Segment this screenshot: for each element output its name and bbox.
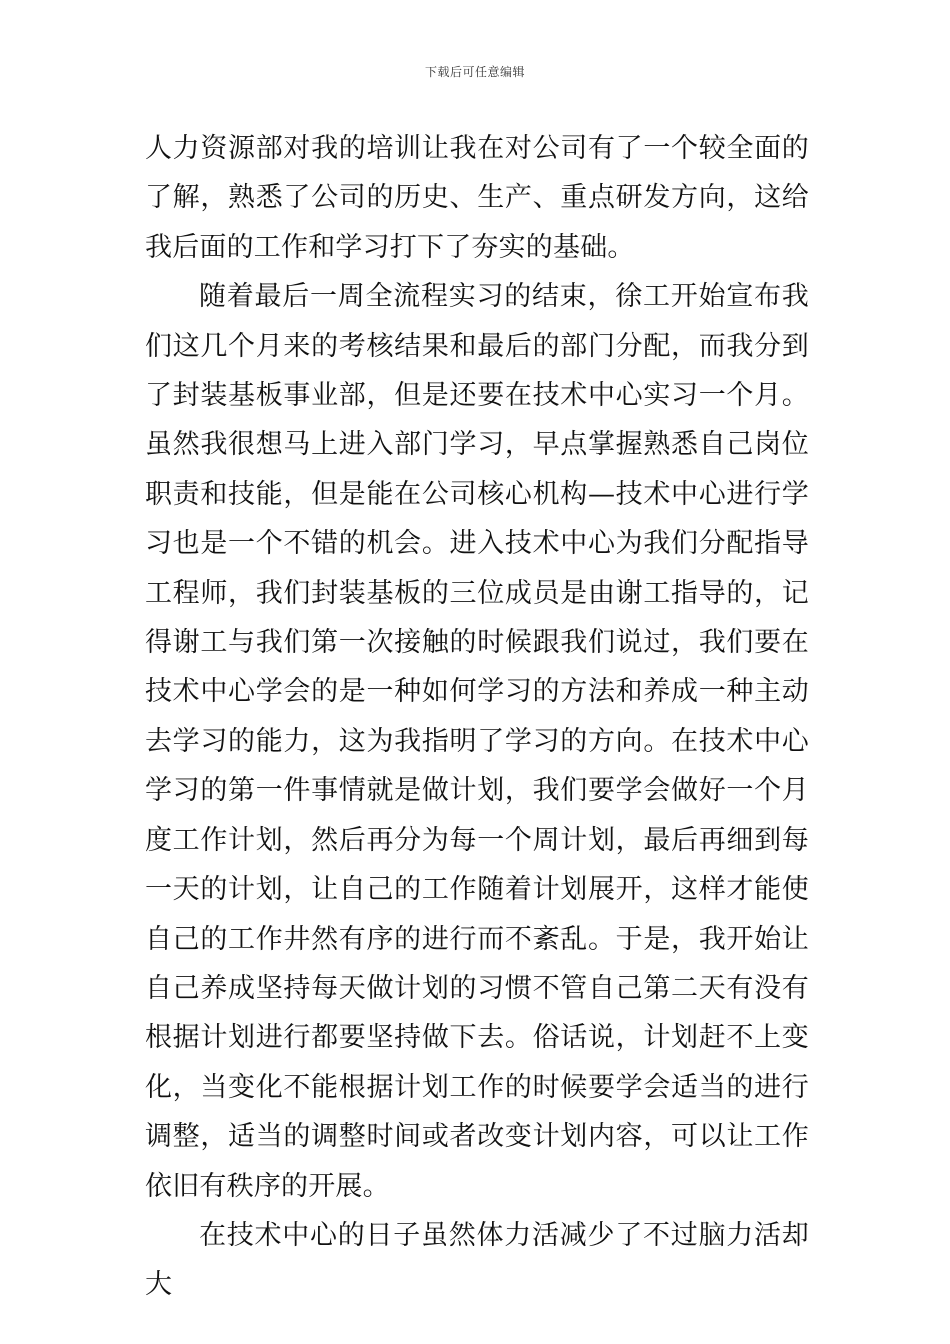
paragraph-2: 随着最后一周全流程实习的结束，徐工开始宣布我们这几个月来的考核结果和最后的部门分配，而我分到了封装基板事业部，但是还要在技术中心实习一个月。虽然我很想马上进入部门学习，早点掌握熟悉自己岗位职责和技能，但是能在公司核心机构—技术中心进行学习也是一个不错的机会。进入技术中心为我们分配指导工程师，我们封装基板的三位成员是由谢工指导的，记得谢工与我们第一次接触的时候跟我们说过，我们要在技术中心学会的是一种如何学习的方法和养成一种主动去学习的能力，这为我指明了学习的方向。在技术中心学习的第一件事情就是做计划，我们要学会做好一个月度工作计划，然后再分为每一个周计划，最后再细到每一天的计划，让自己的工作随着计划展开，这样才能使自己的工作井然有序的进行而不紊乱。于是，我开始让自己养成坚持每天做计划的习惯不管自己第二天有没有根据计划进行都要坚持做下去。俗话说，计划赶不上变化，当变化不能根据计划工作的时候要学会适当的进行调整，适当的调整时间或者改变计划内容，可以让工作依旧有秩序的开展。 (145, 281, 809, 1202)
paragraph-1: 人力资源部对我的培训让我在对公司有了一个较全面的了解，熟悉了公司的历史、生产、重点研发方向，这给我后面的工作和学习打下了夯实的基础。 (145, 133, 809, 263)
page-header: 下载后可任意编辑 (424, 65, 525, 79)
paragraph-3: 在技术中心的日子虽然体力活减少了不过脑力活却大 (145, 1219, 809, 1301)
document-body (145, 124, 809, 1310)
